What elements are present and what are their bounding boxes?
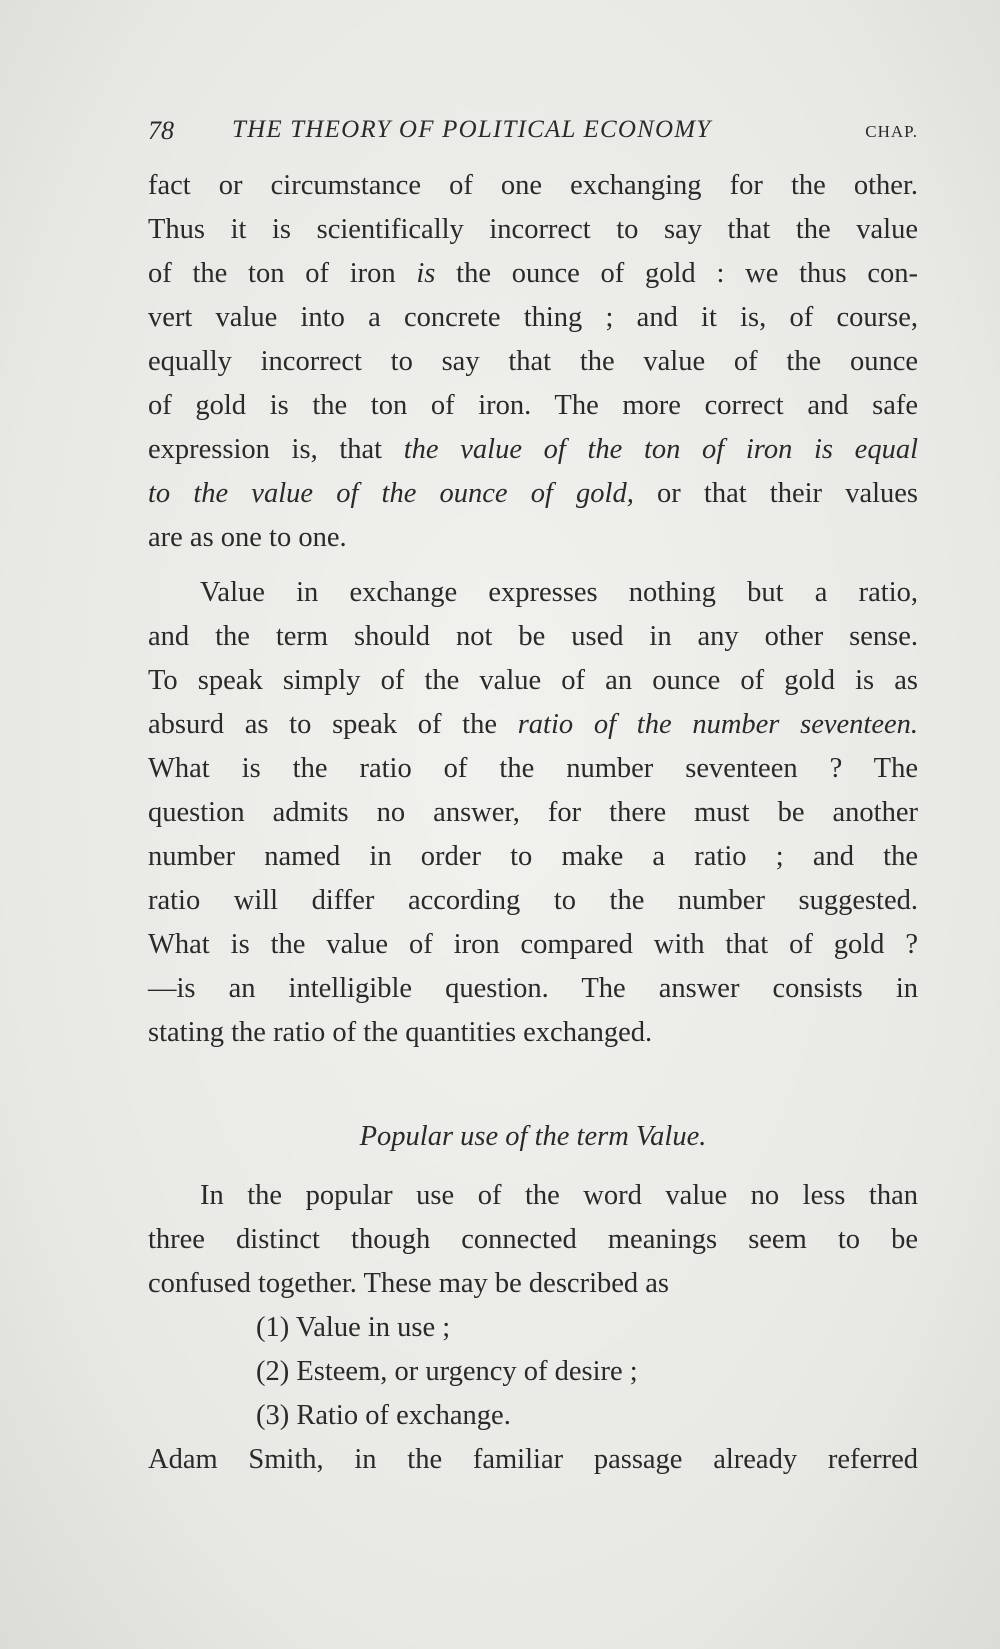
emphasis: ratio of the number seventeen. <box>517 709 918 740</box>
text-line: and the term should not be used in any other sense. <box>148 621 918 652</box>
text-line: Thus it is scientifically incorrect to say that the value <box>148 214 918 245</box>
text-run: absurd as to speak of the <box>148 709 518 740</box>
text-line: fact or circumstance of one exchanging for the other. <box>148 170 918 201</box>
text-line: equally incorrect to say that the value of the ounce <box>148 346 918 377</box>
section-heading-block <box>148 1115 918 1159</box>
emphasis: is <box>416 258 436 289</box>
text-line: three distinct though connected meanings seem to be <box>148 1224 918 1255</box>
list-item: (3) Ratio of exchange. <box>256 1400 511 1431</box>
text-line: vert value into a concrete thing ; and it is, of course, <box>148 302 918 333</box>
list-item: (1) Value in use ; <box>256 1312 451 1343</box>
text-run: of the ton of iron <box>148 258 417 289</box>
text-line: —is an intelligible question. The answer consists in <box>148 973 918 1004</box>
text-line <box>148 428 918 472</box>
emphasis: to the value of the ounce of gold, <box>148 478 634 509</box>
text-line: of gold is the ton of iron. The more correct and safe <box>148 390 918 421</box>
text-line: confused together. These may be described as <box>148 1268 670 1299</box>
text-line: What is the value of iron compared with that of gold ? <box>148 929 918 960</box>
running-title: THE THEORY OF POLITICAL ECONOMY <box>232 116 712 143</box>
text-run: or that their values <box>633 478 919 509</box>
paragraph-continuation <box>148 164 918 560</box>
text-line <box>148 703 918 747</box>
chapter-marker: CHAP. <box>865 122 918 141</box>
text-line: ratio will differ according to the number suggested. <box>148 885 918 916</box>
text-line: number named in order to make a ratio ; and the <box>148 841 918 872</box>
list-item: (2) Esteem, or urgency of desire ; <box>256 1356 638 1387</box>
running-header <box>148 116 918 156</box>
text-run: the ounce of gold : we thus con- <box>435 258 918 289</box>
page-number: 78 <box>148 116 174 145</box>
text-line: What is the ratio of the number seventeen ? The <box>148 753 918 784</box>
text-run: expression is, that <box>148 434 404 465</box>
text-line <box>148 252 918 296</box>
text-line: Value in exchange expresses nothing but a ratio, <box>200 577 918 608</box>
text-line: stating the ratio of the quantities exchanged. <box>148 1017 653 1048</box>
text-line: To speak simply of the value of an ounce of gold is as <box>148 665 918 696</box>
text-line: are as one to one. <box>148 522 347 553</box>
text-line: In the popular use of the word value no less than <box>200 1180 918 1211</box>
text-line: question admits no answer, for there must be another <box>148 797 918 828</box>
text-line <box>148 472 918 516</box>
text-line: Adam Smith, in the familiar passage already referred <box>148 1444 918 1475</box>
section-heading: Popular use of the term Value. <box>359 1121 707 1152</box>
paragraph-value-in-exchange <box>148 571 918 1055</box>
emphasis: the value of the ton of iron is equal <box>403 434 918 465</box>
paragraph-popular-use <box>148 1174 918 1482</box>
